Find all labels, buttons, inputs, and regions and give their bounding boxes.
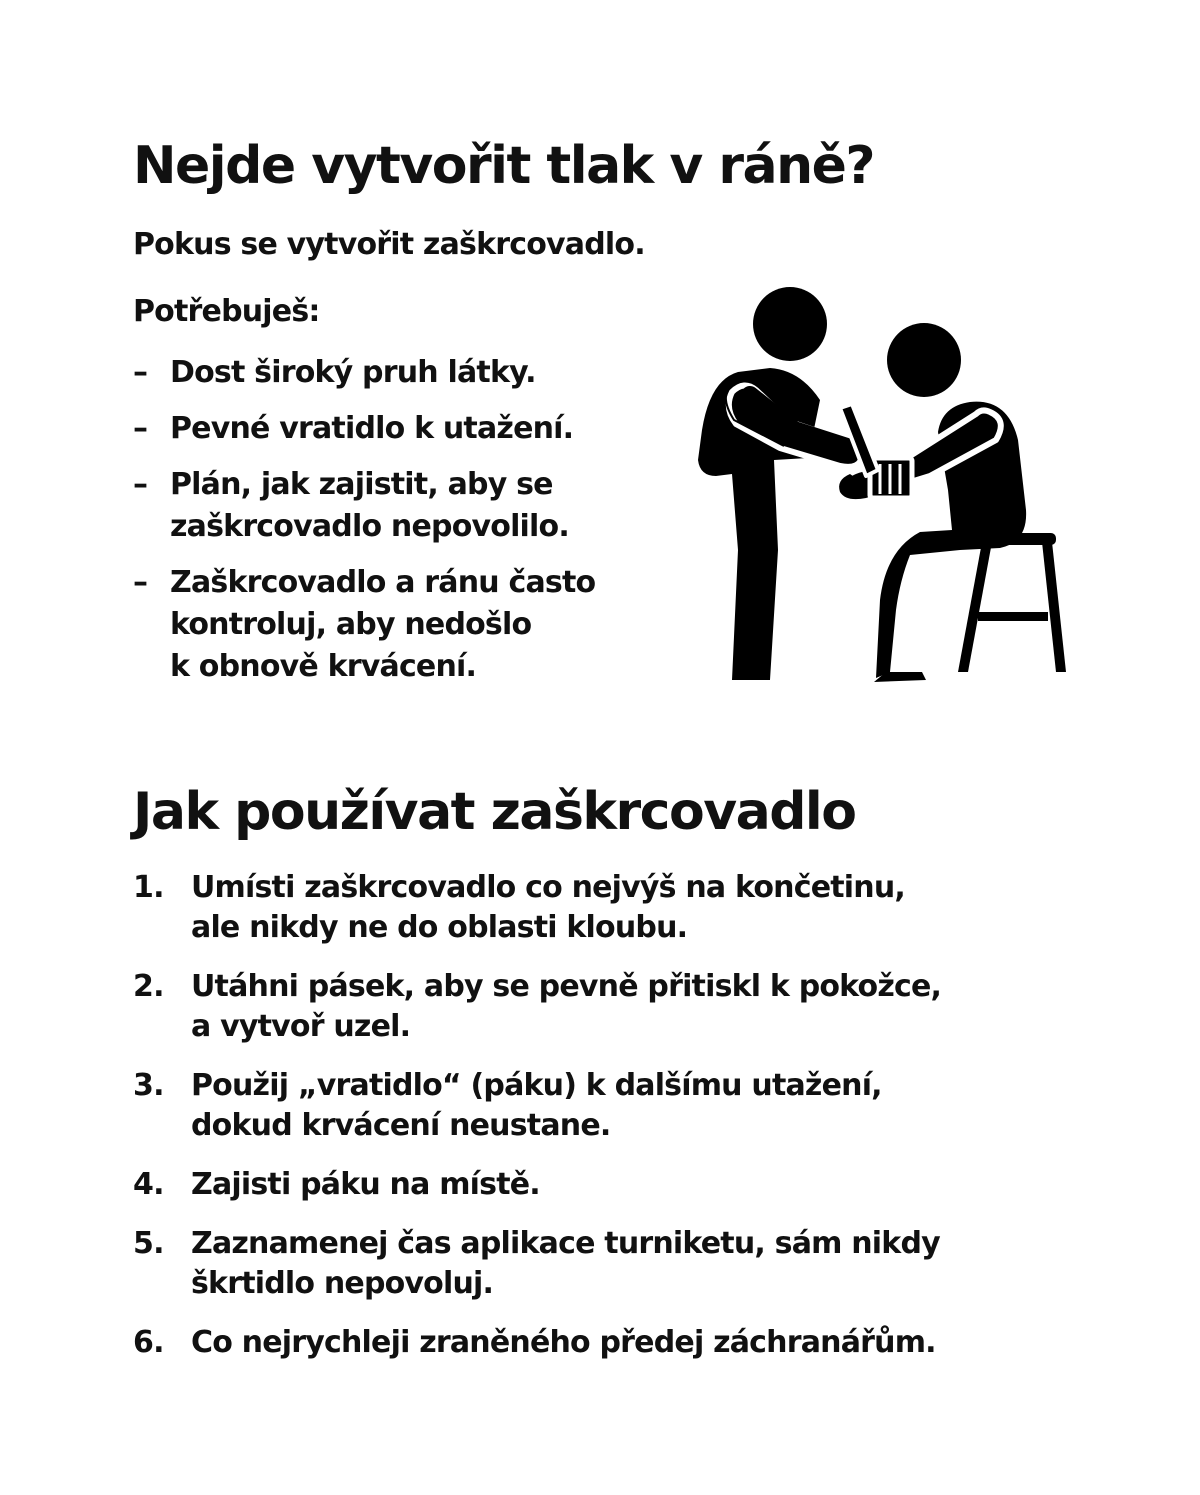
- needs-item-line: Dost široký pruh látky.: [170, 355, 536, 390]
- needs-item-line: Pevné vratidlo k utažení.: [170, 411, 574, 446]
- step-line: Utáhni pásek, aby se pevně přitiskl k pokožce,: [191, 969, 942, 1004]
- needs-item-line: kontroluj, aby nedošlo: [170, 607, 532, 642]
- step-line: Zajisti páku na místě.: [191, 1167, 540, 1202]
- section-title-tourniquet: Jak používat zaškrcovadlo: [133, 782, 856, 842]
- needs-item: [133, 352, 653, 394]
- needs-item-line: Zaškrcovadlo a ránu často: [170, 565, 596, 600]
- standing-person-icon: [698, 287, 827, 680]
- needs-item-line: zaškrcovadlo nepovolilo.: [170, 509, 569, 544]
- step-number: 2.: [133, 969, 164, 1004]
- bullet-dash: –: [133, 411, 148, 446]
- step-line: dokud krvácení neustane.: [191, 1108, 611, 1143]
- step-line: Použij „vratidlo“ (páku) k dalšímu utažení,: [191, 1068, 882, 1103]
- needs-label: Potřebuješ:: [133, 294, 320, 329]
- step-number: 5.: [133, 1226, 164, 1261]
- step-line: a vytvoř uzel.: [191, 1009, 411, 1044]
- step-item: [133, 1224, 1013, 1304]
- step-item: [133, 1066, 1013, 1146]
- bullet-dash: –: [133, 565, 148, 600]
- step-item: [133, 967, 1013, 1047]
- steps-list: [133, 868, 1013, 1382]
- step-line: Zaznamenej čas aplikace turniketu, sám nikdy: [191, 1226, 940, 1261]
- step-number: 6.: [133, 1325, 164, 1360]
- needs-item-line: k obnově krvácení.: [170, 649, 477, 684]
- step-line: Umísti zaškrcovadlo co nejvýš na končetinu,: [191, 870, 906, 905]
- bullet-dash: –: [133, 355, 148, 390]
- needs-item: [133, 562, 653, 688]
- needs-item: [133, 408, 653, 450]
- step-item: [133, 868, 1013, 948]
- step-item: [133, 1323, 1013, 1363]
- step-line: Co nejrychleji zraněného předej záchranářům.: [191, 1325, 936, 1360]
- stool-icon: [958, 533, 1066, 672]
- step-item: [133, 1165, 1013, 1205]
- step-line: ale nikdy ne do oblasti kloubu.: [191, 910, 688, 945]
- step-line: škrtidlo nepovoluj.: [191, 1266, 494, 1301]
- bullet-dash: –: [133, 467, 148, 502]
- step-number: 1.: [133, 870, 164, 905]
- tourniquet-illustration-icon: [690, 280, 1090, 690]
- intro-text: Pokus se vytvořit zaškrcovadlo.: [133, 227, 645, 262]
- step-number: 3.: [133, 1068, 164, 1103]
- seated-person-icon: [874, 323, 1026, 682]
- needs-list: [133, 352, 653, 702]
- step-number: 4.: [133, 1167, 164, 1202]
- needs-item: [133, 464, 653, 548]
- section-title-pressure: Nejde vytvořit tlak v ráně?: [133, 136, 875, 196]
- needs-item-line: Plán, jak zajistit, aby se: [170, 467, 553, 502]
